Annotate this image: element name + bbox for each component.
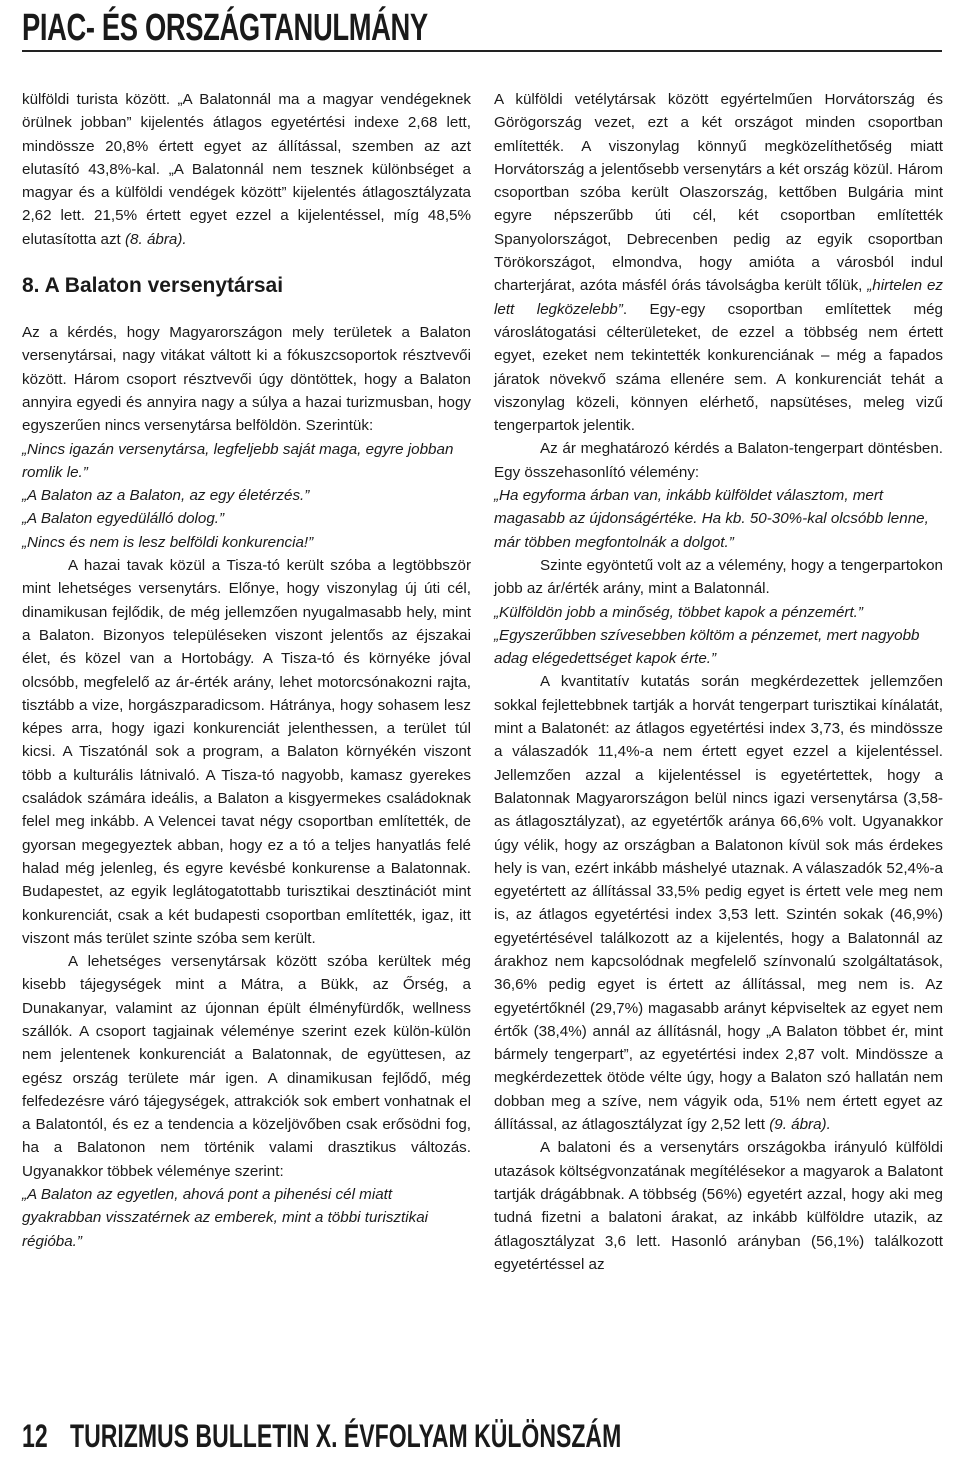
quote: „Egyszerűbben szívesebben költöm a pénzemet, mert nagyobb adag elégedettséget kapok érte.” — [494, 626, 920, 668]
section-title: PIAC- ÉS ORSZÁGTANULMÁNY — [22, 7, 428, 49]
paragraph — [494, 670, 943, 1136]
paragraph — [494, 88, 943, 437]
figure-reference: (9. ábra). — [769, 1116, 831, 1134]
quote: „A Balaton az a Balaton, az egy életérzés.” — [22, 487, 310, 505]
quote: „A Balaton egyedülálló dolog.” — [22, 510, 225, 528]
paragraph-text: A kvantitatív kutatás során megkérdezettek jellemzően sokkal fejlettebbnek tartják a horvát tengerpart turisztikai kínálatát, mint a Balatonét: az átlagos egyetértési index 3,73, és mindössze a válaszadók 11,4%-a nem értett egyet ezzel a kijelentéssel. Jellemzően azzal a kijelentéssel is egyetértettek, hogy a Balatonnak Magyarországon belül nincs igazi versenytársa (3,58-as átlagosztályzat), az egyetértők aránya 66,6% volt. Ugyanakkor úgy vélik, hogy az országban a Balatonon kívül sok más érdekes hely is van, ezért inkább máshelyé utaznak. A válaszadók 52,4%-a egyetértett az állítással 33,5% pedig egyet is értett vele meg nem is, az átlagos egyetértési index 3,53 lett. Szintén sokak (46,9%) egyetértésével találkozott az a kijelentés, hogy a Balatonnál az árakhoz nem kapcsolódnak megfelelő színvonalú szolgáltatások, 36,6% pedig egyet is értett az állítással, meg nem is. Az egyetértőknél (29,7%) magasabb arányt képviseltek az egyet nem értők (38,4%) annál az állításnál, hogy „A Balaton többet ér, mint bármely tengerpart”, az egyetértési index 2,87 volt. Mindössze a megkérdezettek ötöde vélte úgy, hogy a Balaton szó hallatán nem dobban meg a szíve, nem vágyik oda, 51% nem értett egyet az állítással, az átlagosztályzat így 2,52 lett — [494, 673, 943, 1134]
right-column — [494, 88, 943, 1276]
paragraph: Az a kérdés, hogy Magyarországon mely területek a Balaton versenytársai, nagy vitákat váltott ki a fókuszcsoportok résztvevői között. Három csoport résztvevői úgy döntöttek, hogy a Balaton annyira egyedi és annyira nagy a súlya a hazai turizmusban, hogy egyszerűen nincs versenytársa belföldön. Szerintük: — [22, 324, 471, 435]
paragraph: A balatoni és a versenytárs országokba irányuló külföldi utazások költségvonzatának megítélésekor a magyarok a Balatont tartják drágábbnak. A többség (56%) egyetért azzal, hogy aki meg tudná fizetni a balatoni árakat, az inkább külföldre utazik, az átlagosztályzat 3,6 lett. Hasonló arányban (56,1%) találkozott egyetértéssel az — [494, 1139, 943, 1273]
quote: „Ha egyforma árban van, inkább külföldet választom, mert magasabb az újdonságértéke. Ha kb. 50-30%-kal olcsóbb lenne, már többen megfontolnák a dolgot.” — [494, 487, 929, 551]
quote: „Nincs igazán versenytársa, legfeljebb saját maga, egyre jobban romlik le.” — [22, 440, 454, 481]
left-column — [22, 88, 471, 1253]
paragraph-text: A külföldi vetélytársak között egyértelműen Horvátország és Görögország vezet, ezt a két országot minden csoportban említették. A viszonylag könnyű megközelíthetőség miatt Horvátország a jelentősebb versenytárs a két ország közül. Három csoportban szóba került Olaszország, kettőben Bulgária mint egyre népszerűbb úti cél, két csoportban említették Spanyolországot, Debrecenben pedig az egyik csoportban Törökországot, elmondva, hogy amióta a városból indul charterjárat, azóta másfél órás távolságba került tőlük, — [494, 91, 943, 295]
header-rule — [22, 50, 942, 52]
quote: „Külföldön jobb a minőség, többet kapok a pénzemért.” — [494, 603, 863, 621]
paragraph: Az ár meghatározó kérdés a Balaton-tengerpart döntésben. Egy összehasonlító vélemény: — [494, 440, 943, 481]
inline-quote: „hirtelen ez lett legközelebb” — [494, 277, 943, 318]
section-heading: 8. A Balaton versenytársai — [22, 274, 284, 298]
page-number: 12 — [22, 1418, 48, 1454]
page-footer — [22, 1418, 836, 1458]
paragraph: A hazai tavak közül a Tisza-tó került szóba a legtöbbször mint lehetséges versenytárs. Előnye, hogy viszonylag új úti cél, dinamikusan fejlődik, de még jellemzően nyugalmasabb hely, mint a Balaton. Bizonyos településeken viszont jelentős az éjszakai élet, és közel van a Hortobágy. A Tisza-tó és környéke jóval olcsóbb, megfelelő az ár-érték arány, lehet motorcsónakozni rajta, tisztább a vize, horgászparadicsom. Hátránya, hogy sohasem lesz képes arra, hogy igazi konkurenciát jelenthessen, a terület túl kicsi. A Tiszatónál sok a program, a Balaton környékén viszont több a kulturális látnivaló. A Tisza-tó nagyobb, kamasz gyerekes családok számára ideális, a Balaton a kisgyermekes családoknak felel meg inkább. A Velencei tavat négy csoportban említették, de gyorsan megegyeztek abban, hogy ez a tó a teljes hanyatlás felé halad még jelenleg, és egyre kevésbé konkurense a Balatonnak. Budapestet, az egyik leglátogatottabb turisztikai desztinációt mint konkurenciát, csak a két budapesti csoportban említették, igaz, itt viszont más terület szinte szóba sem került. — [22, 557, 471, 947]
quote: „A Balaton az egyetlen, ahová pont a pihenési cél miatt gyakrabban visszatérnek az emberek, mint a többi turisztikai régióba.” — [22, 1186, 429, 1250]
paragraph-text: külföldi turista között. „A Balatonnál ma a magyar vendégeknek örülnek jobban” kijelentés átlagos egyetértési indexe 2,68 lett, mindössze 20,8% értett egyet az állítással, szemben az azt elutasító 43,8%-kal. „A Balatonnál nem tesznek különbséget a magyar és a külföldi vendégek között” kijelentés átlagosztályzata 2,62 lett. 21,5% értett egyet ezzel a kijelentéssel, míg 48,5% elutasította azt — [22, 91, 471, 248]
quote: „Nincs és nem is lesz belföldi konkurencia!” — [22, 533, 314, 551]
publication-title: TURIZMUS BULLETIN X. ÉVFOLYAM KÜLÖNSZÁM — [70, 1418, 622, 1454]
figure-reference: (8. ábra). — [125, 230, 187, 248]
paragraph: Szinte egyöntetű volt az a vélemény, hogy a tengerpartokon jobb az ár/érték arány, mint a Balatonnál. — [494, 556, 943, 598]
paragraph — [22, 88, 471, 251]
paragraph: A lehetséges versenytársak között szóba kerültek még kisebb tájegységek mint a Mátra, a Bükk, az Őrség, a Dunakanyar, valamint az újonnan épült élményfürdők, wellness szállók. A csoport tagjainak véleménye szerint ezek külön-külön nem jelentenek konkurenciát a Balatonnak, de együttesen, az egész ország területe már igen. A dinamikusan fejlődő, még felfedezésre váró tájegységek, attrakciók sok embert vonhatnak el a Balatontól, és ez a tendencia a közeljövőben csak erősödni fog, ha a Balatonon nem történik valami drasztikus változás. Ugyanakkor többek véleménye szerint: — [22, 953, 471, 1180]
page-header — [22, 6, 942, 52]
paragraph-text: . Egy-egy csoportban említettek még városlátogatási célterületeket, de ezzel a többség nem értett egyet, ezeket nem tekintették konkurenciának – még a fapados járatok növekvő száma ellenére sem. A konkurenciát tehát a viszonylag közeli, könnyen elérhető, napsütéses, meleg vizű tengerpartok jelentik. — [494, 300, 943, 435]
